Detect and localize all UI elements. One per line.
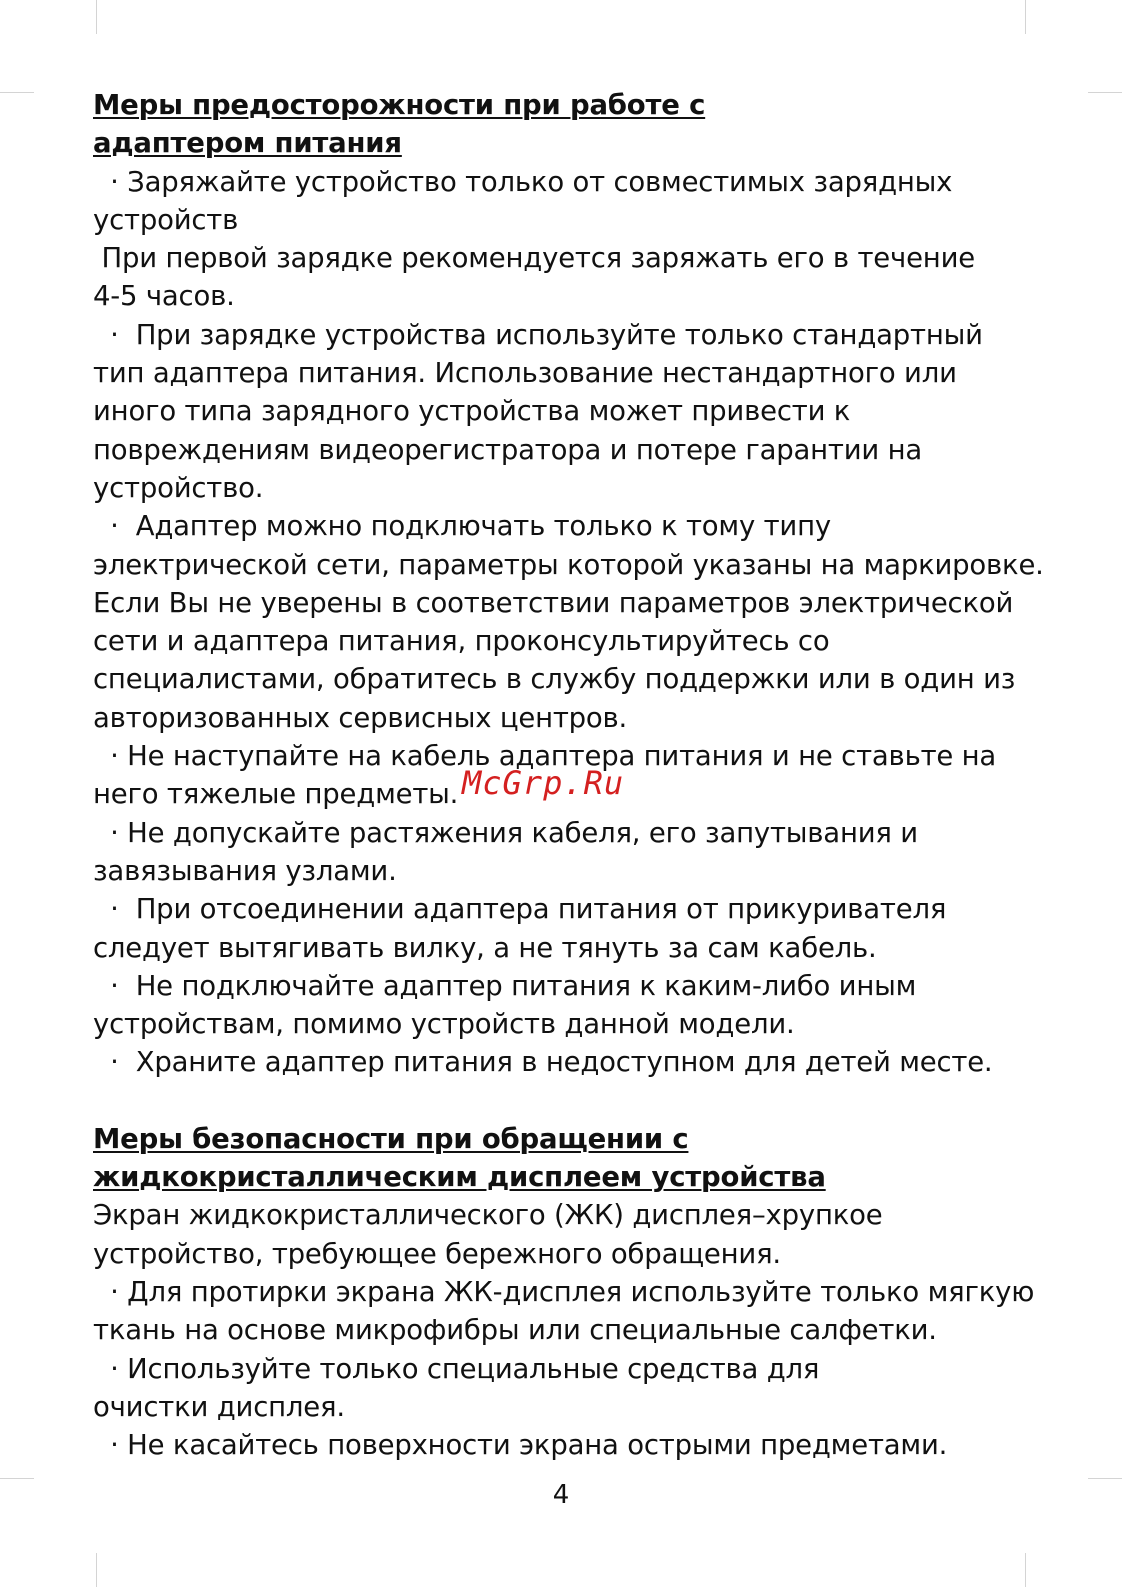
crop-mark (1025, 0, 1026, 34)
text-line: 4-5 часов. (93, 280, 235, 313)
text-line: устройство, требующее бережного обращения. (93, 1237, 781, 1270)
text-line: · Используйте только специальные средства для (93, 1352, 820, 1385)
section-adapter-precautions (93, 86, 1068, 1082)
crop-mark (1088, 1478, 1122, 1479)
text-line: электрической сети, параметры которой указаны на маркировке. (93, 548, 1044, 581)
text-line: Экран жидкокристаллического (ЖК) дисплея–хрупкое (93, 1199, 883, 1232)
text-line: специалистами, обратитесь в службу поддержки или в один из (93, 663, 1016, 696)
text-line: следует вытягивать вилку, а не тянуть за сам кабель. (93, 931, 877, 964)
text-line: устройство. (93, 471, 264, 504)
crop-mark (0, 1478, 34, 1479)
text-line: · При зарядке устройства используйте только стандартный (93, 318, 983, 351)
section-text (93, 1196, 1068, 1464)
section-text (93, 163, 1068, 1082)
section-heading: Меры предосторожности при работе с (93, 89, 706, 121)
text-line: При первой зарядке рекомендуется заряжать его в течение (93, 242, 975, 275)
section-spacer (93, 1082, 1068, 1120)
crop-mark (0, 92, 34, 93)
text-line: · Храните адаптер питания в недоступном для детей месте. (93, 1046, 993, 1079)
crop-mark (96, 0, 97, 34)
crop-mark (1088, 92, 1122, 93)
text-line: · Заряжайте устройство только от совместимых зарядных (93, 165, 953, 198)
section-heading: Меры безопасности при обращении с (93, 1122, 689, 1155)
text-line: · Не касайтесь поверхности экрана острыми предметами. (93, 1429, 948, 1462)
text-line: иного типа зарядного устройства может привести к (93, 395, 851, 428)
text-line: сети и адаптера питания, проконсультируйтесь со (93, 625, 830, 658)
text-line: повреждениям видеорегистратора и потере гарантии на (93, 433, 923, 466)
section-heading: адаптером питания (93, 127, 402, 160)
text-line: · Не допускайте растяжения кабеля, его запутывания и (93, 816, 918, 849)
text-line: Если Вы не уверены в соответствии параметров электрической (93, 586, 1014, 619)
crop-mark (96, 1553, 97, 1587)
watermark: McGrp.Ru (462, 764, 625, 802)
text-line: ткань на основе микрофибры или специальные салфетки. (93, 1314, 937, 1347)
text-line: него тяжелые предметы. (93, 778, 459, 811)
text-line: авторизованных сервисных центров. (93, 701, 628, 734)
text-line: тип адаптера питания. Использование нестандартного или (93, 357, 957, 390)
text-line: · Для протирки экрана ЖК-дисплея используйте только мягкую (93, 1275, 1035, 1308)
text-line: устройств (93, 203, 239, 236)
text-line: завязывания узлами. (93, 854, 397, 887)
text-line: · Адаптер можно подключать только к тому типу (93, 510, 831, 543)
crop-mark (1025, 1553, 1026, 1587)
section-lcd-safety (93, 1120, 1068, 1465)
section-heading: жидкокристаллическим дисплеем устройства (93, 1161, 826, 1194)
text-line: · Не подключайте адаптер питания к каким-либо иным (93, 969, 917, 1002)
text-line: · При отсоединении адаптера питания от прикуривателя (93, 893, 947, 926)
text-line: очистки дисплея. (93, 1390, 345, 1423)
text-line: · Не наступайте на кабель адаптера питания и не ставьте на (93, 740, 997, 773)
text-line: устройствам, помимо устройств данной модели. (93, 1008, 795, 1041)
page-number: 4 (552, 1480, 570, 1510)
